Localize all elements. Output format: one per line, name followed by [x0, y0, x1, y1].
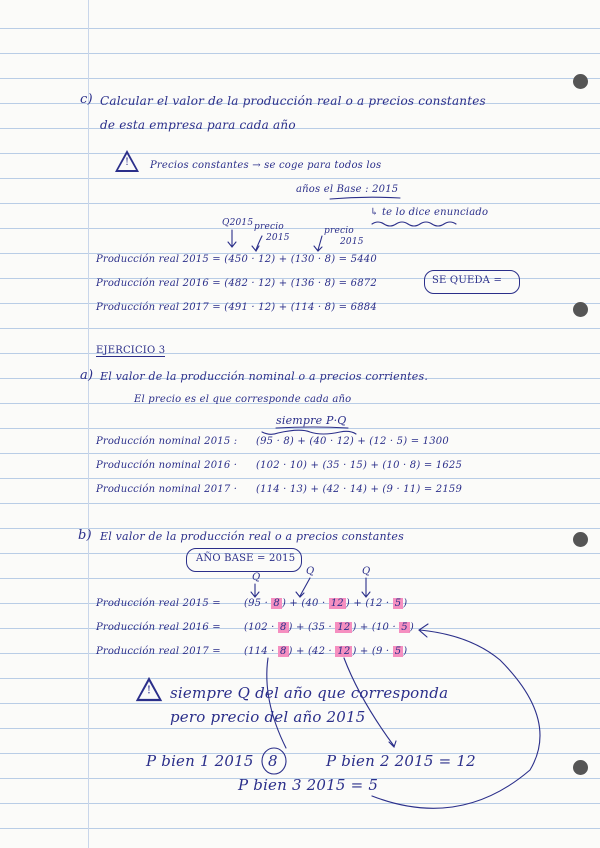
annotation-precio: precio: [324, 226, 354, 236]
p-bien-2: P bien 2 2015 = 12: [326, 752, 476, 770]
equation-part: ): [288, 646, 293, 657]
p-bien-3: P bien 3 2015 = 5: [238, 776, 379, 794]
equation-part: ): [281, 598, 287, 609]
equation-part: + (40 ·: [286, 598, 329, 609]
binder-hole: [573, 74, 588, 89]
p-bien-1: P bien 1 2015: [146, 752, 254, 770]
equation-part: ): [403, 598, 408, 609]
equation-part: (102 ·: [244, 622, 278, 633]
warning-icon: !: [115, 150, 139, 172]
part-b-label: b): [78, 528, 92, 543]
part-c-line1: Calcular el valor de la producción real o a precios constantes: [100, 94, 486, 108]
equation-part: + (10 ·: [356, 622, 400, 633]
warning-text-line1: siempre Q del año que corresponda: [170, 684, 449, 702]
equation-part: ): [345, 598, 350, 609]
highlighted-price: 8: [273, 598, 280, 609]
real-b-2017-eq: [244, 646, 407, 657]
highlighted-price: 8: [279, 622, 287, 633]
equation-part: ): [288, 622, 293, 633]
annotation-precio-year: 2015: [340, 237, 364, 247]
part-a-label: a): [80, 368, 94, 383]
nominal-2015-eq: (95 · 8) + (40 · 12) + (12 · 5) = 1300: [256, 436, 449, 447]
q-label: Q: [306, 566, 315, 577]
part-b-line: El valor de la producción real o a precios constantes: [100, 530, 404, 543]
highlighted-price: 12: [337, 622, 351, 633]
annotation-precio: precio: [254, 222, 284, 232]
part-c-line2: de esta empresa para cada año: [100, 118, 296, 132]
equation-part: (114 ·: [244, 646, 278, 657]
exercise-title: EJERCICIO 3: [96, 345, 166, 356]
note-line3: ↳ te lo dice enunciado: [370, 207, 489, 218]
part-c-label: c): [80, 92, 93, 107]
note-line1: Precios constantes → se coge para todos los: [150, 160, 382, 171]
binder-hole: [573, 532, 588, 547]
real-b-2016-eq: [244, 622, 414, 633]
highlighted-price: 5: [401, 622, 408, 633]
highlighted-price: 5: [394, 646, 402, 657]
q-label: Q: [252, 572, 261, 583]
equation-part: ): [352, 646, 357, 657]
binder-hole: [573, 302, 588, 317]
real-row-2016: Producción real 2016 = (482 · 12) + (136 · 8) = 6872: [96, 278, 377, 289]
highlighted-price: 5: [394, 598, 402, 609]
real-row-2017: Producción real 2017 = (491 · 12) + (114 · 8) = 6884: [96, 302, 377, 313]
nominal-2017-eq: (114 · 13) + (42 · 14) + (9 · 11) = 2159: [256, 484, 463, 495]
real-b-2015-eq: [244, 598, 407, 609]
highlighted-price: 8: [279, 646, 287, 657]
real-b-2017-label: Producción real 2017 =: [96, 646, 221, 657]
equation-part: + (42 ·: [292, 646, 336, 657]
highlighted-price: 12: [337, 646, 351, 657]
annotation-precio-year: 2015: [266, 233, 290, 243]
margin-line: [88, 0, 89, 848]
note-line2: años el Base : 2015: [296, 184, 399, 195]
part-a-line: El valor de la producción nominal o a precios corrientes.: [100, 370, 429, 383]
real-b-2016-label: Producción real 2016 =: [96, 622, 221, 633]
nominal-2015-label: Producción nominal 2015 :: [96, 436, 238, 447]
p-bien-1-value: 8: [268, 752, 278, 770]
part-a-sub: El precio es el que corresponde cada año: [134, 394, 352, 405]
real-b-2015-label: Producción real 2015 =: [96, 598, 221, 609]
equation-part: ): [409, 622, 414, 633]
real-row-2015: Producción real 2015 = (450 · 12) + (130 · 8) = 5440: [96, 254, 377, 265]
warning-text-line2: pero precio del año 2015: [170, 708, 366, 726]
base-year-label: AÑO BASE = 2015: [196, 553, 296, 564]
warning-icon: !: [136, 677, 162, 701]
q-label: Q: [362, 566, 371, 577]
equation-part: ): [403, 646, 408, 657]
nominal-2016-eq: (102 · 10) + (35 · 15) + (10 · 8) = 1625: [256, 460, 463, 471]
annotation-q2015: Q2015: [222, 218, 254, 228]
equation-part: + (9 ·: [356, 646, 393, 657]
nominal-2017-label: Producción nominal 2017 ·: [96, 484, 238, 495]
nominal-2016-label: Producción nominal 2016 ·: [96, 460, 238, 471]
siempre-pq: siempre P·Q: [276, 414, 347, 427]
binder-hole: [573, 760, 588, 775]
equation-part: + (35 ·: [292, 622, 336, 633]
highlighted-price: 12: [330, 598, 344, 609]
equation-part: ): [352, 622, 357, 633]
equation-part: + (12 ·: [349, 598, 393, 609]
se-queda-label: SE QUEDA =: [432, 275, 503, 286]
equation-part: (95 ·: [244, 598, 272, 609]
